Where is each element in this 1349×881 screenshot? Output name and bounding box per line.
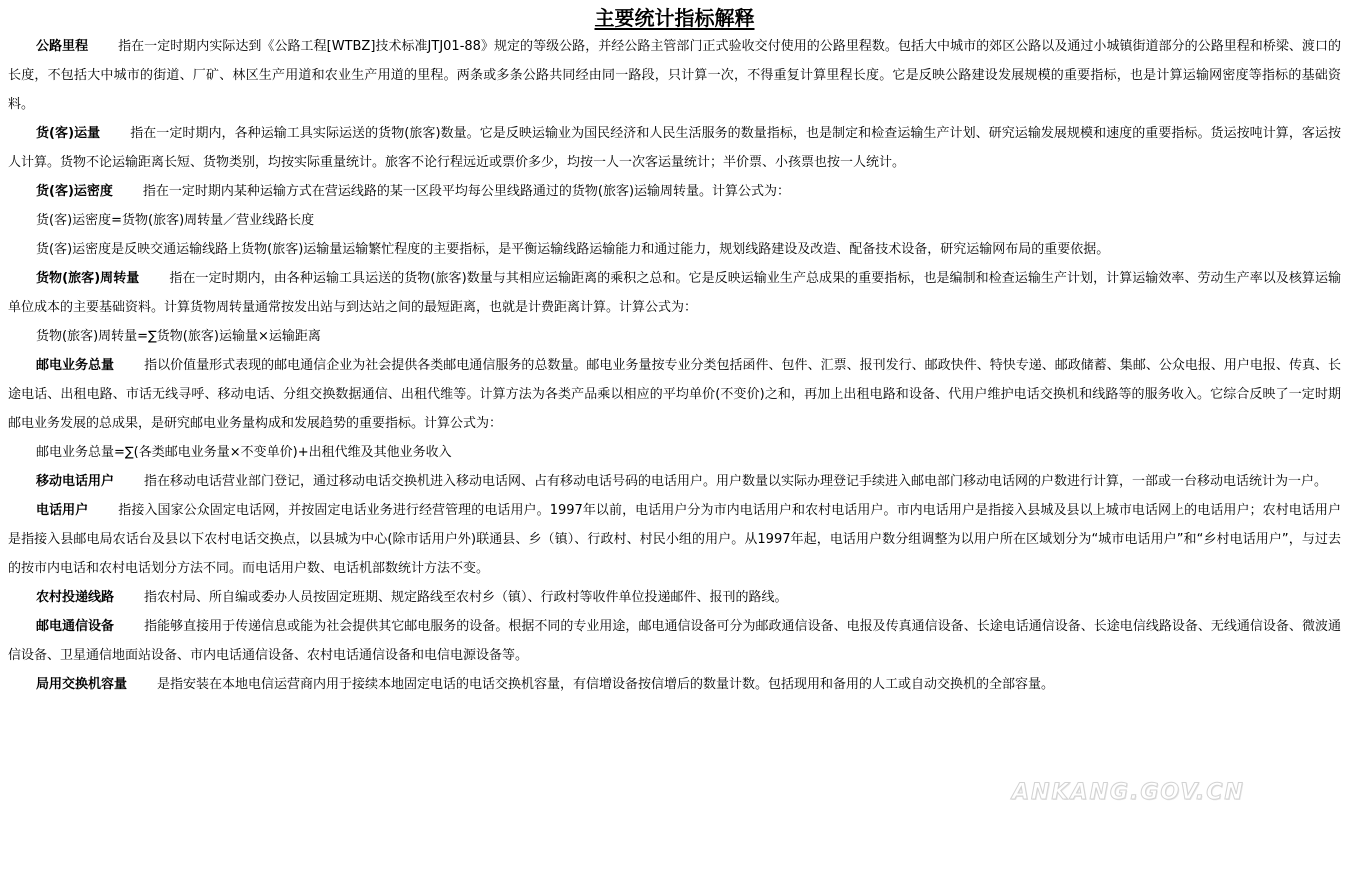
term-label: 移动电话用户 (36, 474, 115, 489)
term-definition: 指农村局、所自编或委办人员按固定班期、规定路线至农村乡（镇）、行政村等收件单位投递邮件、报刊的路线。 (144, 590, 788, 605)
paragraph-rural-delivery (8, 583, 1341, 612)
page-title-text: 主要统计指标解释 (594, 6, 755, 30)
paragraph-density-formula (8, 206, 1341, 235)
term-label: 局用交换机容量 (36, 677, 128, 692)
paragraph-mobile-users (8, 467, 1341, 496)
paragraph-freight-passenger-volume (8, 119, 1341, 177)
term-label: 货(客)运量 (36, 126, 101, 141)
term-label: 货物(旅客)周转量 (36, 271, 140, 286)
term-definition: 指在一定时期内，各种运输工具实际运送的货物(旅客)数量。它是反映运输业为国民经济和人民生活服务的数量指标，也是制定和检查运输生产计划、研究运输发展规模和速度的重要指标。货运按吨计算，客运按人计算。货物不论运输距离长短、货物类别，均按实际重量统计。旅客不论行程远近或票价多少，均按一人一次客运量统计；半价票、小孩票也按一人统计。 (8, 126, 1341, 170)
term-definition: 指在一定时期内，由各种运输工具运送的货物(旅客)数量与其相应运输距离的乘积之总和。它是反映运输业生产总成果的重要指标，也是编制和检查运输生产计划，计算运输效率、劳动生产率以及核算运输单位成本的主要基础资料。计算货物周转量通常按发出站与到达站之间的最短距离，也就是计费距离计算。计算公式为： (8, 271, 1341, 315)
term-definition: 指接入国家公众固定电话网，并按固定电话业务进行经营管理的电话用户。1997年以前，电话用户分为市内电话用户和农村电话用户。市内电话用户是指接入县城及县以上城市电话网上的电话用户；农村电话用户是指接入县邮电局农话台及县以下农村电话交换点，以县城为中心(除市话用户外)联通县、乡（镇）、行政村、村民小组的用户。从1997年起，电话用户数分组调整为以用户所在区域划分为“城市电话用户”和“乡村电话用户”，与过去的按市内电话和农村电话划分方法不同。而电话用户数、电话机部数统计方法不变。 (8, 503, 1341, 576)
glossary-content (8, 32, 1341, 699)
paragraph-turnover-formula (8, 322, 1341, 351)
term-label: 货(客)运密度 (36, 184, 113, 199)
term-definition: 指以价值量形式表现的邮电通信企业为社会提供各类邮电通信服务的总数量。邮电业务量按专业分类包括函件、包件、汇票、报刊发行、邮政快件、特快专递、邮政储蓄、集邮、公众电报、用户电报、传真、长途电话、出租电路、市话无线寻呼、移动电话、分组交换数据通信、出租代维等。计算方法为各类产品乘以相应的平均单价(不变价)之和，再加上出租电路和设备、代用户维护电话交换机和线路等的服务收入。它综合反映了一定时期邮电业务发展的总成果，是研究邮电业务量构成和发展趋势的重要指标。计算公式为： (8, 358, 1341, 431)
term-definition: 指在一定时期内实际达到《公路工程[WTBZ]技术标准JTJ01-88》规定的等级公路，并经公路主管部门正式验收交付使用的公路里程数。包括大中城市的郊区公路以及通过小城镇街道部分的公路里程和桥梁、渡口的长度，不包括大中城市的街道、厂矿、林区生产用道和农业生产用道的里程。两条或多条公路共同经由同一路段，只计算一次，不得重复计算里程长度。它是反映公路建设发展规模的重要指标，也是计算运输网密度等指标的基础资料。 (8, 39, 1341, 112)
term-label: 邮电通信设备 (36, 619, 115, 634)
term-definition: 是指安装在本地电信运营商内用于接续本地固定电话的电话交换机容量，有信增设备按信增后的数量计数。包括现用和备用的人工或自动交换机的全部容量。 (157, 677, 1055, 692)
paragraph-highway-mileage (8, 32, 1341, 119)
note-text: 货(客)运密度是反映交通运输线路上货物(旅客)运输量运输繁忙程度的主要指标，是平衡运输线路运输能力和通过能力，规划线路建设及改造、配备技术设备，研究运输网布局的重要依据。 (36, 242, 1110, 257)
site-watermark: ANKANG.GOV.CN (1012, 780, 1245, 805)
paragraph-density-note (8, 235, 1341, 264)
paragraph-telecom-equipment (8, 612, 1341, 670)
paragraph-telephone-users (8, 496, 1341, 583)
term-label: 公路里程 (36, 39, 89, 54)
term-definition: 指能够直接用于传递信息或能为社会提供其它邮电服务的设备。根据不同的专业用途，邮电通信设备可分为邮政通信设备、电报及传真通信设备、长途电话通信设备、长途电信线路设备、无线通信设备、微波通信设备、卫星通信地面站设备、市内电话通信设备、农村电话通信设备和电信电源设备等。 (8, 619, 1341, 663)
term-definition: 指在移动电话营业部门登记，通过移动电话交换机进入移动电话网、占有移动电话号码的电话用户。用户数量以实际办理登记手续进入邮电部门移动电话网的户数进行计算，一部或一台移动电话统计为一户。 (144, 474, 1328, 489)
formula-text: 货(客)运密度=货物(旅客)周转量／营业线路长度 (36, 213, 315, 228)
term-label: 农村投递线路 (36, 590, 115, 605)
paragraph-turnover (8, 264, 1341, 322)
paragraph-postal-total (8, 351, 1341, 438)
paragraph-postal-formula (8, 438, 1341, 467)
formula-text: 货物(旅客)周转量=∑货物(旅客)运输量×运输距离 (36, 329, 321, 344)
paragraph-switch-capacity (8, 670, 1341, 699)
term-definition: 指在一定时期内某种运输方式在营运线路的某一区段平均每公里线路通过的货物(旅客)运输周转量。计算公式为： (142, 184, 791, 199)
term-label: 邮电业务总量 (36, 358, 115, 373)
paragraph-transport-density (8, 177, 1341, 206)
page-title (0, 4, 1349, 32)
term-label: 电话用户 (36, 503, 89, 518)
formula-text: 邮电业务总量=∑(各类邮电业务量×不变单价)+出租代维及其他业务收入 (36, 445, 452, 460)
